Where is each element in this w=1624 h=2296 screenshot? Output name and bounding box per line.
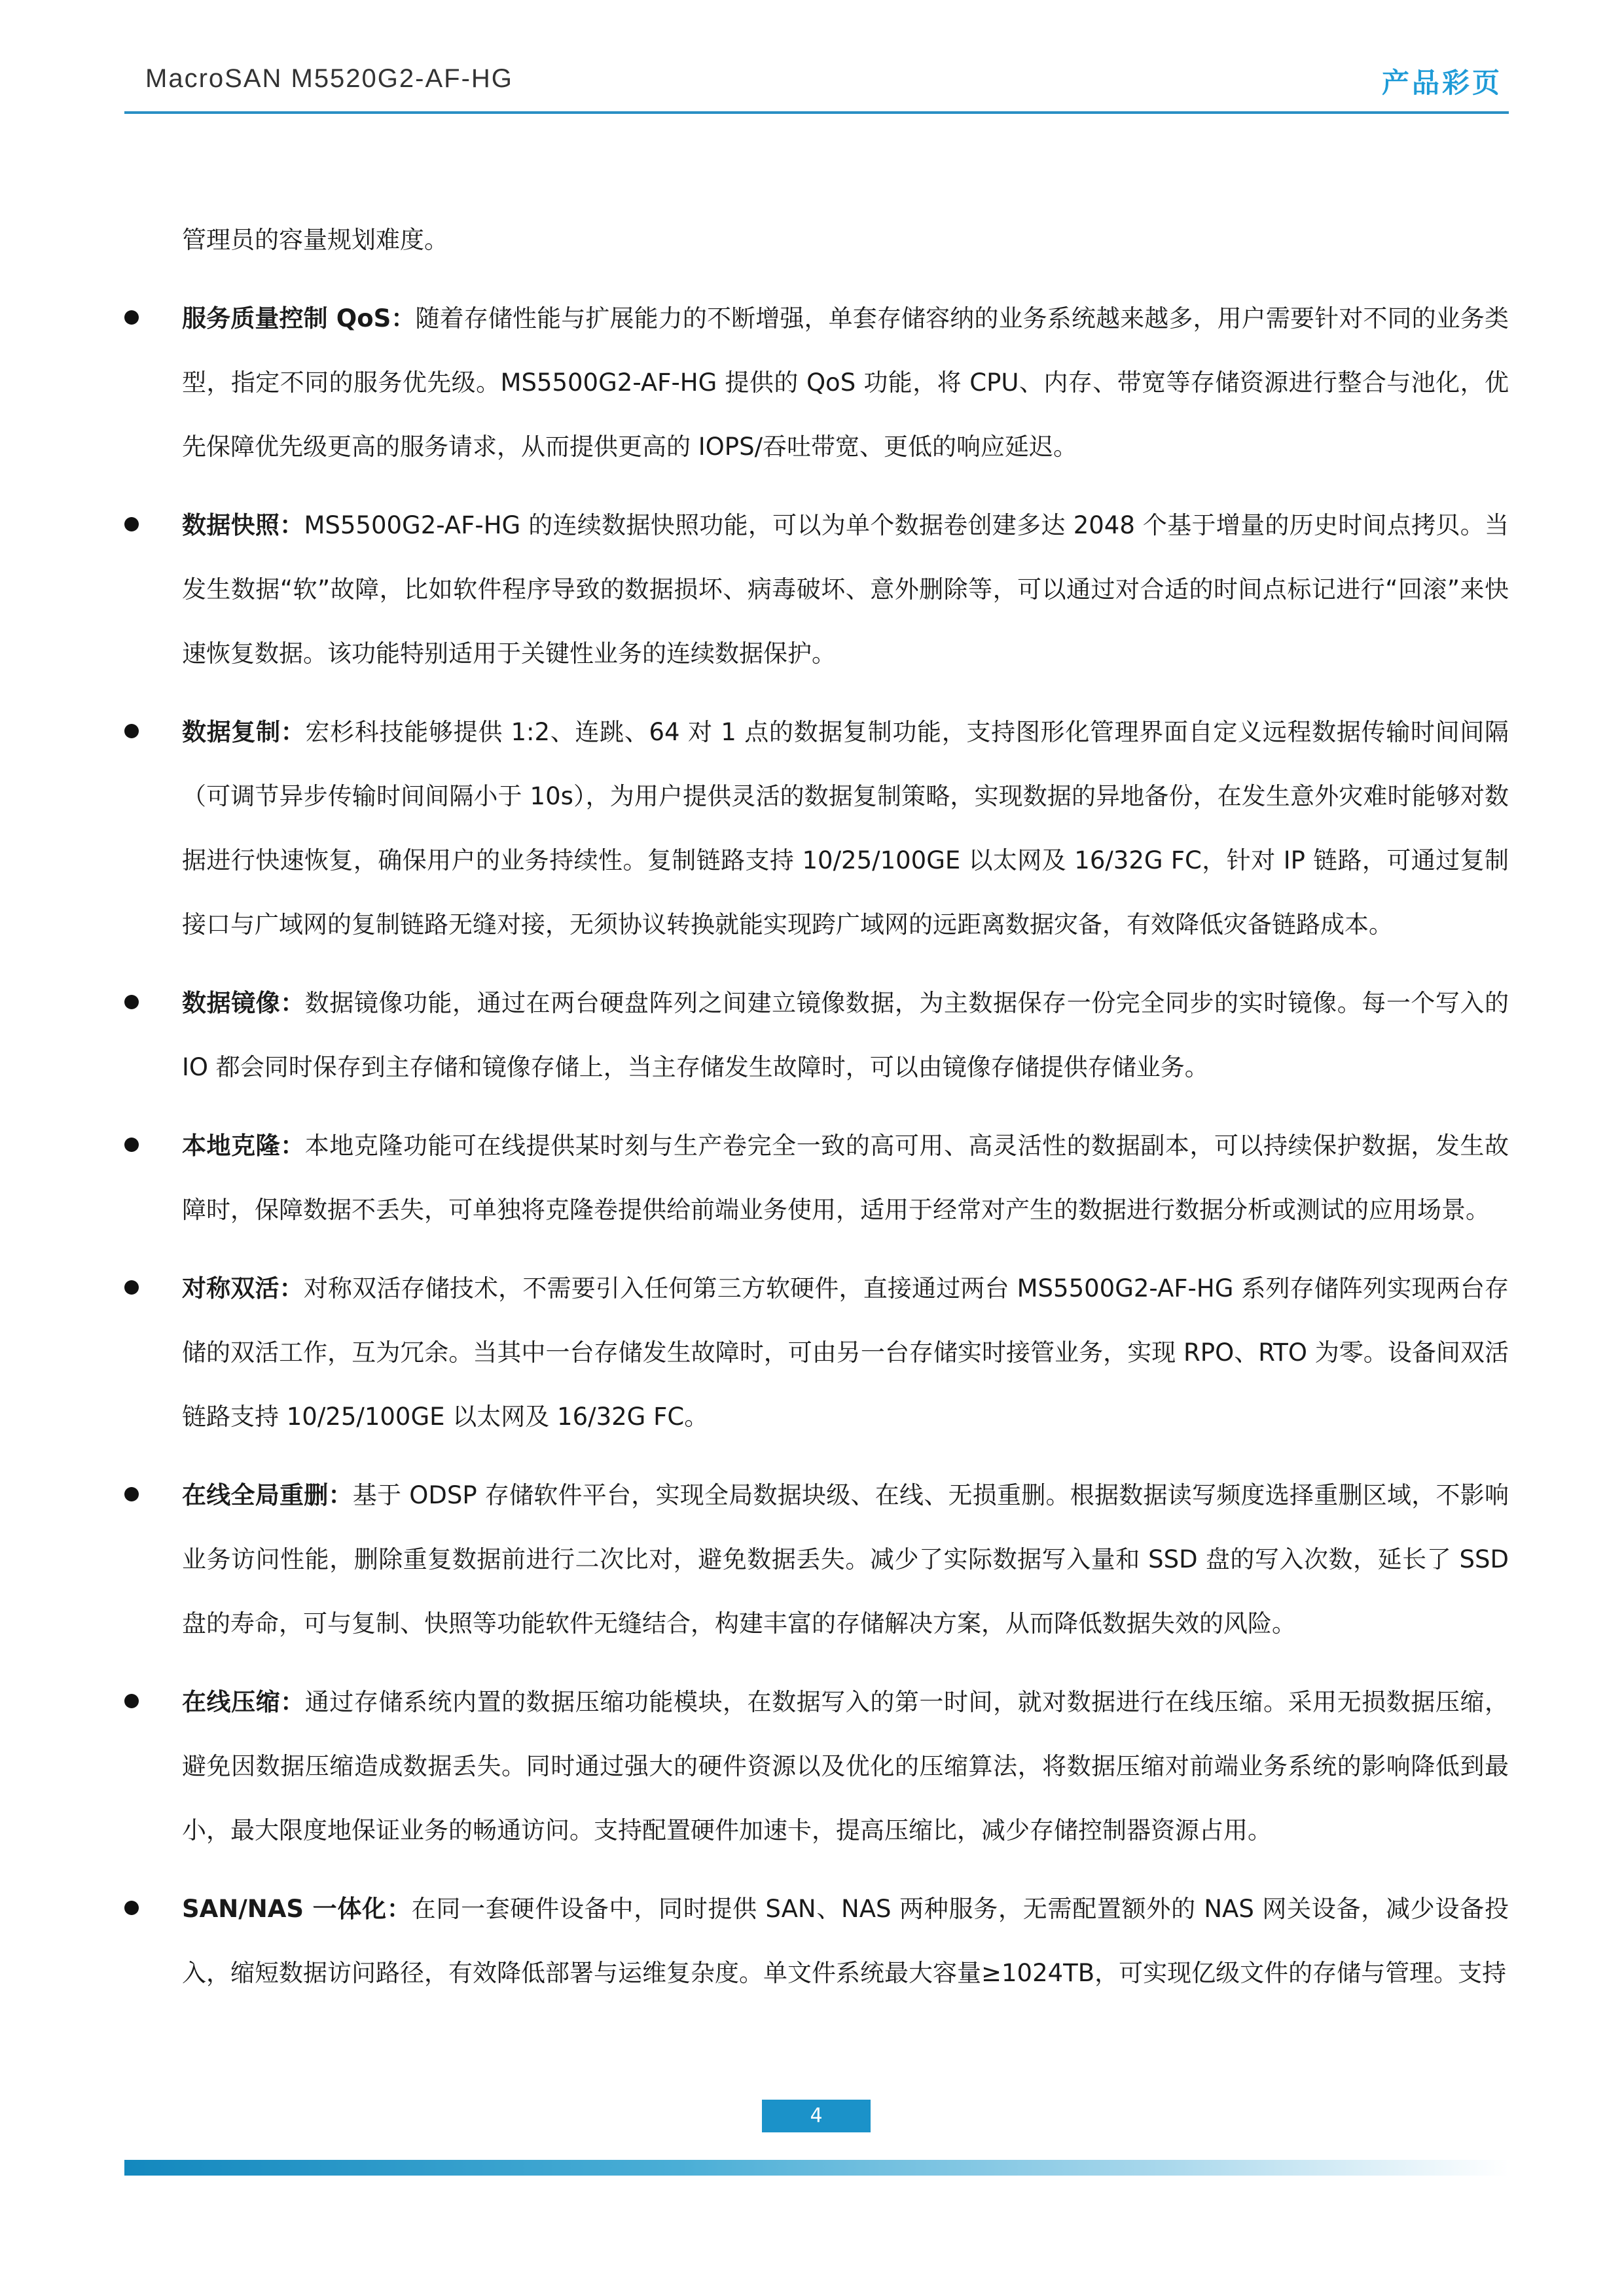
feature-description: 通过存储系统内置的数据压缩功能模块，在数据写入的第一时间，就对数据进行在线压缩。采用无损数据压缩，避免因数据压缩造成数据丢失。同时通过强大的硬件资源以及优化的压缩算法，将数据压缩对前端业务系统的影响降低到最小，最大限度地保证业务的畅通访问。支持配置硬件加速卡，提高压缩比，减少存储控制器资源占用。 <box>182 1688 1509 1844</box>
feature-compression <box>124 1670 1509 1863</box>
page-header <box>124 59 1509 114</box>
feature-text <box>182 287 1509 479</box>
feature-term: 服务质量控制 QoS： <box>182 304 416 332</box>
bullet-icon <box>124 995 139 1009</box>
feature-description: 在同一套硬件设备中，同时提供 SAN、NAS 两种服务，无需配置额外的 NAS 网关设备，减少设备投入，缩短数据访问路径，有效降低部署与运维复杂度。单文件系统最大容量≥1024TB，可实现亿级文件的存储与管理。支持 <box>182 1895 1509 1987</box>
feature-local-clone <box>124 1114 1509 1242</box>
feature-san-nas <box>124 1877 1509 2005</box>
bullet-icon <box>124 310 139 325</box>
feature-text <box>182 1114 1509 1242</box>
footer-gradient-bar <box>124 2160 1509 2176</box>
feature-term: 数据镜像： <box>182 989 305 1017</box>
feature-description: 宏杉科技能够提供 1:2、连跳、64 对 1 点的数据复制功能，支持图形化管理界面自定义远程数据传输时间间隔（可调节异步传输时间间隔小于 10s），为用户提供灵活的数据复制策略，实现数据的异地备份，在发生意外灾难时能够对数据进行快速恢复，确保用户的业务持续性。复制链路支持 10/25/100GE 以太网及 16/32G FC，针对 IP 链路，可通过复制接口与广域网的复制链路无缝对接，无须协议转换就能实现跨广域网的远距离数据灾备，有效降低灾备链路成本。 <box>182 718 1509 939</box>
feature-term: 数据快照： <box>182 511 304 539</box>
page-number: 4 <box>762 2100 871 2132</box>
feature-dedup <box>124 1463 1509 1656</box>
feature-mirroring <box>124 971 1509 1100</box>
bullet-icon <box>124 1280 139 1295</box>
feature-text <box>182 1463 1509 1656</box>
bullet-icon <box>124 724 139 738</box>
feature-replication <box>124 700 1509 957</box>
feature-text <box>182 1877 1509 2005</box>
feature-text <box>182 493 1509 686</box>
feature-active-active <box>124 1257 1509 1449</box>
feature-term: 在线全局重删： <box>182 1481 353 1509</box>
feature-term: 数据复制： <box>182 718 306 746</box>
feature-term: 在线压缩： <box>182 1688 305 1716</box>
feature-term: 本地克隆： <box>182 1132 305 1160</box>
header-divider <box>124 111 1509 114</box>
feature-text <box>182 700 1509 957</box>
feature-description: 对称双活存储技术，不需要引入任何第三方软硬件，直接通过两台 MS5500G2-AF-HG 系列存储阵列实现两台存储的双活工作，互为冗余。当其中一台存储发生故障时，可由另一台存储实时接管业务，实现 RPO、RTO 为零。设备间双活链路支持 10/25/100GE 以太网及 16/32G FC。 <box>182 1274 1509 1431</box>
page-content <box>124 208 1509 2005</box>
feature-qos <box>124 287 1509 479</box>
bullet-icon <box>124 1138 139 1152</box>
feature-description: 随着存储性能与扩展能力的不断增强，单套存储容纳的业务系统越来越多，用户需要针对不同的业务类型，指定不同的服务优先级。MS5500G2-AF-HG 提供的 QoS 功能，将 CPU、内存、带宽等存储资源进行整合与池化，优先保障优先级更高的服务请求，从而提供更高的 IOPS/吞吐带宽、更低的响应延迟。 <box>182 304 1509 461</box>
document-title: MacroSAN M5520G2-AF-HG <box>145 64 513 93</box>
feature-description: MS5500G2-AF-HG 的连续数据快照功能，可以为单个数据卷创建多达 2048 个基于增量的历史时间点拷贝。当发生数据“软”故障，比如软件程序导致的数据损坏、病毒破坏、意外删除等，可以通过对合适的时间点标记进行“回滚”来快速恢复数据。该功能特别适用于关键性业务的连续数据保护。 <box>182 511 1509 668</box>
bullet-icon <box>124 517 139 531</box>
continued-paragraph: 管理员的容量规划难度。 <box>182 226 448 254</box>
feature-description: 基于 ODSP 存储软件平台，实现全局数据块级、在线、无损重删。根据数据读写频度选择重删区域，不影响业务访问性能，删除重复数据前进行二次比对，避免数据丢失。减少了实际数据写入量和 SSD 盘的写入次数，延长了 SSD 盘的寿命，可与复制、快照等功能软件无缝结合，构建丰富的存储解决方案，从而降低数据失效的风险。 <box>182 1481 1509 1638</box>
feature-text <box>182 1670 1509 1863</box>
feature-text <box>182 1257 1509 1449</box>
feature-text <box>182 971 1509 1100</box>
feature-term: SAN/NAS 一体化： <box>182 1895 412 1923</box>
feature-snapshot <box>124 493 1509 686</box>
feature-description: 数据镜像功能，通过在两台硬盘阵列之间建立镜像数据，为主数据保存一份完全同步的实时镜像。每一个写入的 IO 都会同时保存到主存储和镜像存储上，当主存储发生故障时，可以由镜像存储提供存储业务。 <box>182 989 1509 1081</box>
header-tag: 产品彩页 <box>1381 67 1502 99</box>
bullet-icon <box>124 1487 139 1501</box>
feature-term: 对称双活： <box>182 1274 304 1302</box>
feature-description: 本地克隆功能可在线提供某时刻与生产卷完全一致的高可用、高灵活性的数据副本，可以持续保护数据，发生故障时，保障数据不丢失，可单独将克隆卷提供给前端业务使用，适用于经常对产生的数据进行数据分析或测试的应用场景。 <box>182 1132 1509 1224</box>
bullet-icon <box>124 1694 139 1708</box>
bullet-icon <box>124 1901 139 1915</box>
